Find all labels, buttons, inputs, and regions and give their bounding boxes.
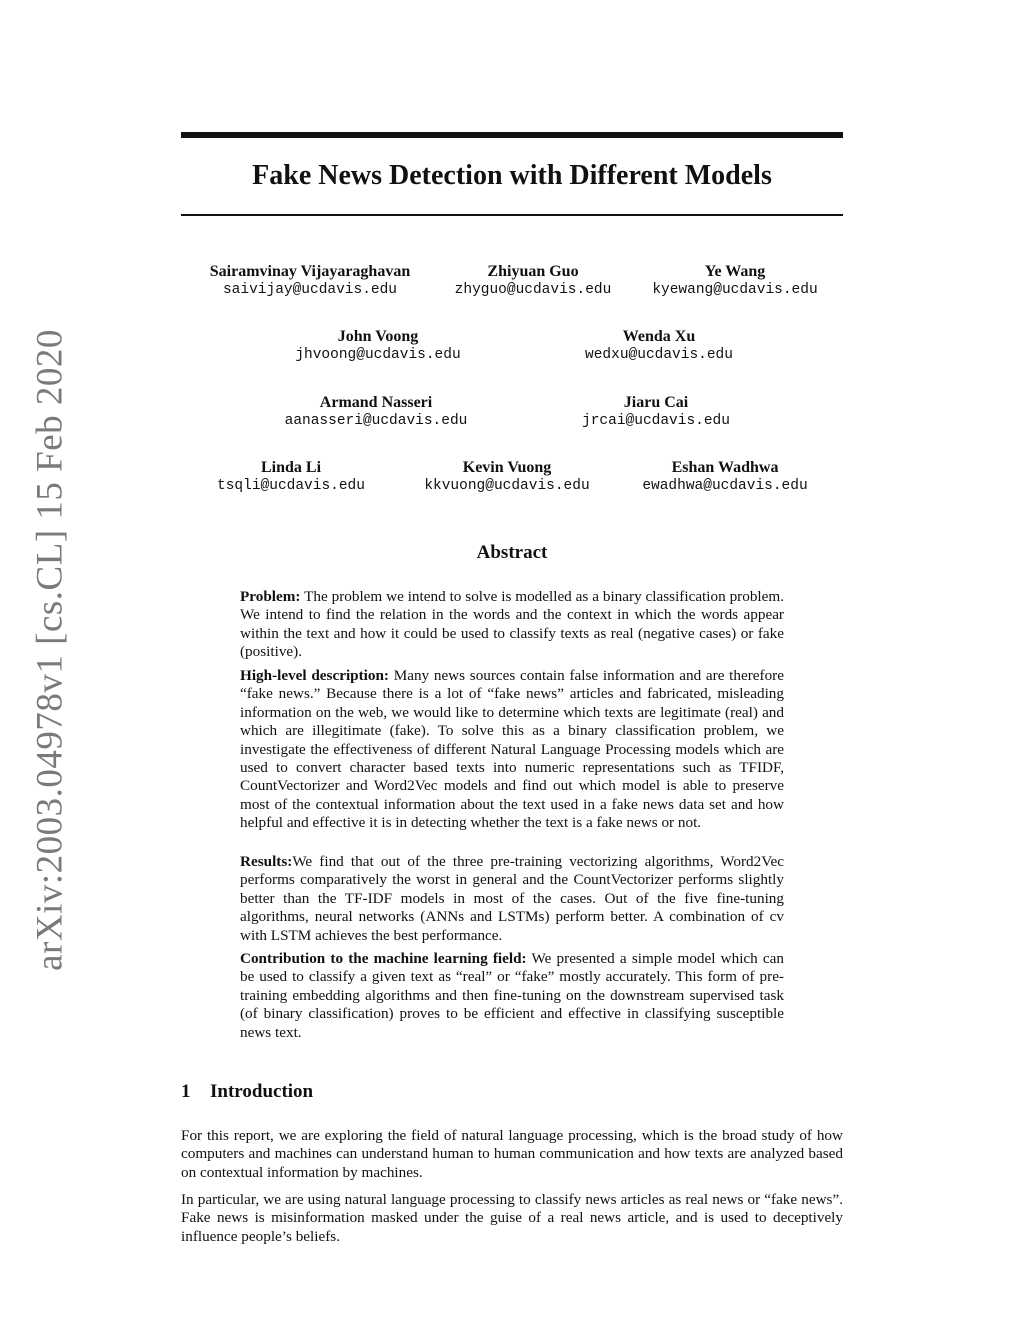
section-heading-introduction	[181, 1081, 313, 1103]
author-email[interactable]: wedxu@ucdavis.edu	[585, 347, 733, 363]
author-block	[413, 458, 601, 496]
author-email[interactable]: ewadhwa@ucdavis.edu	[642, 478, 808, 494]
author-name: Armand Nasseri	[319, 394, 433, 411]
author-block	[438, 262, 628, 300]
abstract-label: Contribution to the machine learning field:	[240, 950, 527, 967]
author-name: Linda Li	[260, 459, 322, 476]
author-email[interactable]: jhvoong@ucdavis.edu	[295, 347, 461, 363]
abstract-text: We presented a simple model which can be used to classify a given text as “real” or “fake” mostly accurately. This form of pre-training embedding algorithms and then fine-tuning on the downstream supervised task (of binary classification) proves to be efficient and effective in classifying susceptible news text.	[240, 950, 785, 1041]
author-name: Eshan Wadhwa	[671, 459, 779, 476]
author-name: Sairamvinay Vijayaraghavan	[209, 263, 411, 280]
author-email[interactable]: kyewang@ucdavis.edu	[652, 282, 818, 298]
author-name: Kevin Vuong	[462, 459, 552, 476]
abstract-paragraph-contribution	[240, 950, 784, 1042]
arxiv-id: arXiv:2003.04978v1 [cs.CL] 15 Feb 2020	[29, 329, 71, 971]
author-email[interactable]: saivijay@ucdavis.edu	[222, 282, 398, 298]
author-name: Wenda Xu	[622, 328, 696, 345]
author-name: Zhiyuan Guo	[487, 263, 579, 280]
section-title: Introduction	[210, 1081, 314, 1102]
abstract-paragraph-description	[240, 667, 784, 833]
abstract-label: Results:	[240, 853, 293, 870]
author-block	[632, 458, 818, 496]
intro-paragraph: In particular, we are using natural language processing to classify news articles as real news or “fake news”. Fake news is misinformation masked under the guise of a real news article, and is used to deceptively influence people’s beliefs.	[181, 1191, 843, 1245]
author-email[interactable]: aanasseri@ucdavis.edu	[284, 413, 468, 429]
author-block	[266, 393, 486, 431]
author-email[interactable]: kkvuong@ucdavis.edu	[424, 478, 590, 494]
section-number: 1	[181, 1081, 191, 1102]
paper-title: Fake News Detection with Different Models	[252, 160, 772, 191]
title-rule-top	[181, 132, 843, 138]
abstract-text: The problem we intend to solve is modelled as a binary classification problem. We intend to find the relation in the words and the context in which the words appear within the text and how it could be used to classify texts as real (negative cases) or fake (positive).	[240, 588, 784, 661]
author-email[interactable]: zhyguo@ucdavis.edu	[454, 282, 612, 298]
author-block	[569, 327, 749, 365]
author-name: Jiaru Cai	[623, 394, 689, 411]
abstract-text: Many news sources contain false information and are therefore “fake news.” Because there is a lot of “fake news” articles and fabricated, misleading information on the web, we would like to determine which texts are legitimate (real) and which are illegitimate (fake). To solve this as a binary classification problem, we investigate the effectiveness of different Natural Language Processing models which are used to convert character based texts into numeric representations such as TFIDF, CountVectorizer and Word2Vec models and find out which model is able to preserve most of the contextual information about the text used in a fake news data set and how helpful and effective it is in detecting whether the text is a fake news or not.	[240, 667, 784, 832]
author-block	[278, 327, 478, 365]
abstract-text: We find that out of the three pre-training vectorizing algorithms, Word2Vec performs comparatively the worst in general and the CountVectorizer performs slightly better than the TF-IDF models in most of the cases. Out of the five fine-tuning algorithms, neural networks (ANNs and LSTMs) perform better. A combination of cv with LSTM achieves the best performance.	[240, 853, 784, 944]
arxiv-stamp	[22, 329, 78, 971]
abstract-label: Problem:	[240, 588, 301, 605]
author-block	[205, 458, 377, 496]
abstract-paragraph-problem	[240, 588, 784, 662]
author-email[interactable]: jrcai@ucdavis.edu	[582, 413, 730, 429]
abstract-heading: Abstract	[476, 542, 548, 563]
intro-paragraph: For this report, we are exploring the field of natural language processing, which is the broad study of how computers and machines can understand human to human communication and how texts are analyzed based on contextual information by machines.	[181, 1127, 843, 1181]
author-block	[190, 262, 430, 300]
author-block	[571, 393, 741, 431]
author-email[interactable]: tsqli@ucdavis.edu	[217, 478, 365, 494]
author-block	[635, 262, 835, 300]
author-name: Ye Wang	[704, 263, 766, 280]
title-rule-bottom	[181, 214, 843, 216]
abstract-label: High-level description:	[240, 667, 389, 684]
author-name: John Voong	[337, 328, 419, 345]
abstract-paragraph-results	[240, 853, 784, 945]
